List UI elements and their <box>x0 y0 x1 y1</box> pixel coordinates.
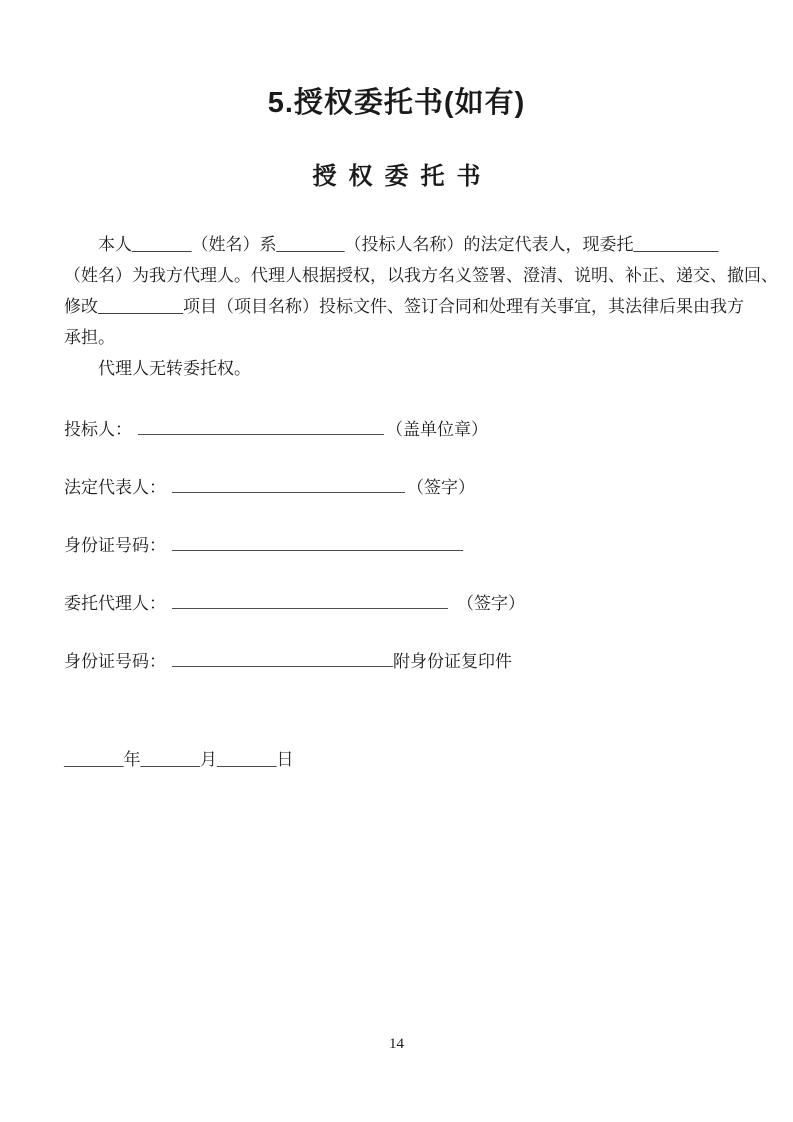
signature-form <box>64 418 729 674</box>
authorized-agent-suffix: （签字） <box>457 594 525 613</box>
blank-line <box>172 666 393 667</box>
body-paragraph <box>64 229 778 384</box>
form-row-id-number-2 <box>64 650 729 674</box>
paragraph-line: 修改__________项目（项目名称）投标文件、签订合同和处理有关事宜，其法律后果由我方 <box>64 297 744 316</box>
id-number-label: 身份证号码： <box>64 536 166 555</box>
form-row-bidder <box>64 418 729 442</box>
paragraph-line: 承担。 <box>64 328 115 347</box>
form-row-authorized-agent <box>64 592 729 616</box>
blank-line <box>172 492 405 493</box>
section-title: 5.授权委托书(如有) <box>267 87 526 119</box>
blank-line <box>172 608 448 609</box>
date-line: _______年_______月_______日 <box>64 750 294 769</box>
document-title: 授权委托书 <box>312 164 493 190</box>
id-number-label: 身份证号码： <box>64 652 166 671</box>
blank-line <box>172 550 463 551</box>
legal-representative-label: 法定代表人： <box>64 478 166 497</box>
legal-representative-suffix: （签字） <box>407 478 475 497</box>
bidder-suffix: （盖单位章） <box>386 420 488 439</box>
form-row-legal-representative <box>64 476 729 500</box>
paragraph-line: （姓名）为我方代理人。代理人根据授权，以我方名义签署、澄清、说明、补正、递交、撤回、 <box>64 266 778 285</box>
id-copy-note: 附身份证复印件 <box>393 652 512 671</box>
authorized-agent-label: 委托代理人： <box>64 594 166 613</box>
bidder-label: 投标人： <box>64 420 132 439</box>
form-row-id-number-1 <box>64 534 729 558</box>
page-number: 14 <box>389 1036 404 1052</box>
paragraph-line: 本人_______（姓名）系________（投标人名称）的法定代表人，现委托__________ <box>98 235 719 254</box>
blank-line <box>138 434 384 435</box>
paragraph-line: 代理人无转委托权。 <box>98 359 251 378</box>
